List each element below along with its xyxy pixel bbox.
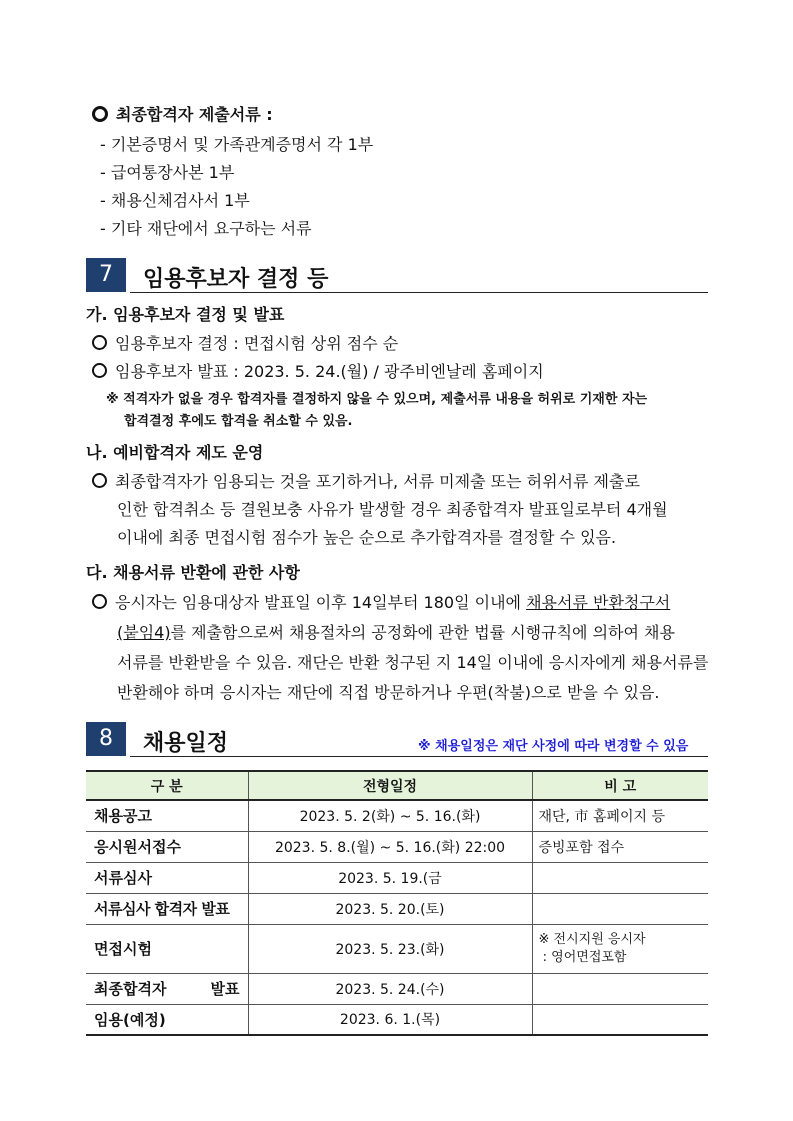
row-note: ※ 전시지원 응시자 : 영어면접포함 xyxy=(532,924,708,973)
paragraph-line: 이내에 최종 면접시험 점수가 높은 순으로 추가합격자를 결정할 수 있음. xyxy=(117,528,617,547)
list-item: 임용후보자 발표 : 2023. 5. 24.(월) / 광주비엔날레 홈페이지 xyxy=(92,359,544,382)
section-title: 채용일정 xyxy=(143,731,229,756)
row-note xyxy=(532,973,708,1004)
paragraph-line: 최종합격자가 임용되는 것을 포기하거나, 서류 미제출 또는 허위서류 제출로 xyxy=(92,469,640,492)
table-row xyxy=(86,924,708,973)
docs-heading: 최종합격자 제출서류 : xyxy=(92,102,273,125)
circle-bullet-icon xyxy=(92,335,107,350)
row-label: 서류심사 합격자 발표 xyxy=(86,893,248,924)
row-label: 서류심사 xyxy=(86,862,248,893)
paragraph-line: (붙임4)를 제출함으로써 채용절차의 공정화에 관한 법률 시행규칙에 의하여 채용 xyxy=(117,623,675,642)
circle-bullet-icon xyxy=(92,473,107,488)
section-number-badge: 7 xyxy=(86,258,126,292)
row-date: 2023. 6. 1.(목) xyxy=(248,1004,532,1035)
note-text: 합격결정 후에도 합격을 취소할 수 있음. xyxy=(124,414,353,429)
schedule-table xyxy=(86,770,708,1036)
column-header: 비 고 xyxy=(532,771,708,800)
circle-bullet-icon xyxy=(92,106,108,122)
list-item: - 기본증명서 및 가족관계증명서 각 1부 xyxy=(100,135,374,154)
table-row xyxy=(86,1004,708,1035)
row-label: 임용(예정) xyxy=(86,1004,248,1035)
row-note: 증빙포함 접수 xyxy=(532,831,708,862)
row-label: 응시원서접수 xyxy=(86,831,248,862)
subsection-title: 다. 채용서류 반환에 관한 사항 xyxy=(86,563,300,582)
row-note xyxy=(532,1004,708,1035)
row-label: 면접시험 xyxy=(86,924,248,973)
paragraph-line: 인한 합격취소 등 결원보충 사유가 발생할 경우 최종합격자 발표일로부터 4개월 xyxy=(117,500,668,519)
row-note xyxy=(532,893,708,924)
table-row xyxy=(86,893,708,924)
row-date: 2023. 5. 24.(수) xyxy=(248,973,532,1004)
row-note: 재단, 市 홈페이지 등 xyxy=(532,800,708,831)
subsection-title: 나. 예비합격자 제도 운영 xyxy=(86,443,264,462)
paragraph-line: 반환해야 하며 응시자는 재단에 직접 방문하거나 우편(착불)으로 받을 수 있음. xyxy=(117,683,660,702)
row-date: 2023. 5. 19.(금 xyxy=(248,862,532,893)
table-row xyxy=(86,831,708,862)
column-header: 전형일정 xyxy=(248,771,532,800)
table-row xyxy=(86,973,708,1004)
list-item: - 급여통장사본 1부 xyxy=(100,163,235,182)
subsection-title: 가. 임용후보자 결정 및 발표 xyxy=(86,305,285,324)
circle-bullet-icon xyxy=(92,363,107,378)
section-divider xyxy=(130,756,708,757)
table-row xyxy=(86,800,708,831)
list-item: 임용후보자 결정 : 면접시험 상위 점수 순 xyxy=(92,331,398,354)
schedule-note: ※ 채용일정은 재단 사정에 따라 변경할 수 있음 xyxy=(418,739,689,754)
table-header-row xyxy=(86,771,708,800)
section-number-badge: 8 xyxy=(86,722,126,756)
row-note xyxy=(532,862,708,893)
table-row xyxy=(86,862,708,893)
row-date: 2023. 5. 23.(화) xyxy=(248,924,532,973)
note-text: ※ 적격자가 없을 경우 합격자를 결정하지 않을 수 있으며, 제출서류 내용을 허위로 기재한 자는 xyxy=(106,392,648,407)
list-item: - 채용신체검사서 1부 xyxy=(100,191,250,210)
section-divider xyxy=(130,292,708,293)
row-date: 2023. 5. 8.(월) ~ 5. 16.(화) 22:00 xyxy=(248,831,532,862)
section-title: 임용후보자 결정 등 xyxy=(143,267,329,292)
list-item: - 기타 재단에서 요구하는 서류 xyxy=(100,219,312,238)
row-label: 채용공고 xyxy=(86,800,248,831)
row-label: 최종합격자 발표 xyxy=(86,973,248,1004)
paragraph-line: 서류를 반환받을 수 있음. 재단은 반환 청구된 지 14일 이내에 응시자에게 채용서류를 xyxy=(117,653,709,672)
paragraph-line: 응시자는 임용대상자 발표일 이후 14일부터 180일 이내에 채용서류 반환청구서 xyxy=(92,590,670,613)
column-header: 구 분 xyxy=(86,771,248,800)
row-date: 2023. 5. 20.(토) xyxy=(248,893,532,924)
circle-bullet-icon xyxy=(92,594,107,609)
row-date: 2023. 5. 2(화) ~ 5. 16.(화) xyxy=(248,800,532,831)
